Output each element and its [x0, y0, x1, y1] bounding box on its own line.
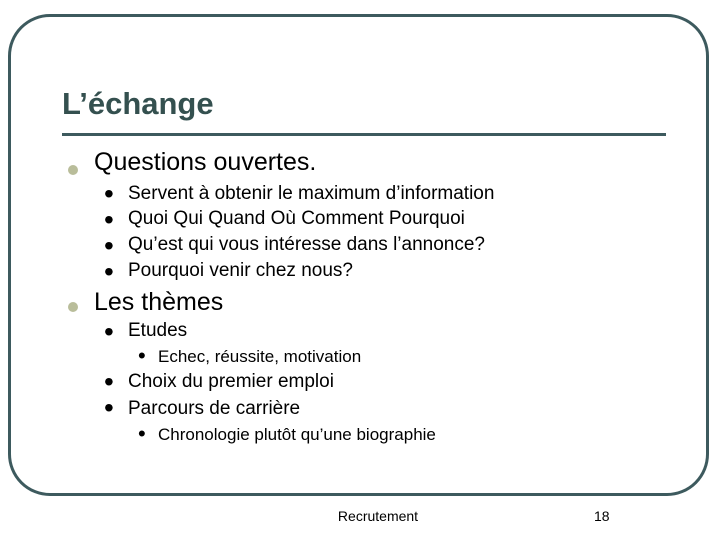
bullet-icon: •: [104, 316, 114, 347]
title-underline: [62, 133, 666, 136]
bullet-icon: •: [138, 421, 146, 446]
bullet-icon: •: [104, 230, 114, 261]
list-item: Quoi Qui Quand Où Comment Pourquoi: [128, 208, 465, 229]
bullet-icon: •: [104, 204, 114, 235]
bullet-dot-icon: [68, 165, 78, 175]
bullet-questions-ouvertes: Questions ouvertes.: [94, 148, 317, 176]
bullet-dot-icon: [68, 302, 78, 312]
list-item: Etudes: [128, 320, 188, 341]
list-item: Pourquoi venir chez nous?: [128, 260, 353, 281]
bullet-icon: •: [104, 366, 114, 397]
list-item: Parcours de carrière: [128, 398, 301, 419]
bullet-icon: •: [104, 178, 114, 209]
bullet-icon: •: [104, 392, 114, 423]
page-number: 18: [594, 508, 610, 524]
list-item: Choix du premier emploi: [128, 371, 334, 392]
list-item: Servent à obtenir le maximum d’information: [128, 183, 495, 204]
list-item: Chronologie plutôt qu’une biographie: [158, 425, 436, 444]
bullet-les-themes: Les thèmes: [94, 288, 224, 316]
slide-footer: Recrutement: [337, 508, 419, 524]
slide-title: L’échange: [62, 86, 214, 121]
list-item: Echec, réussite, motivation: [158, 347, 362, 366]
list-item: Qu’est qui vous intéresse dans l’annonce?: [128, 234, 486, 255]
bullet-icon: •: [138, 343, 146, 368]
bullet-icon: •: [104, 256, 114, 287]
